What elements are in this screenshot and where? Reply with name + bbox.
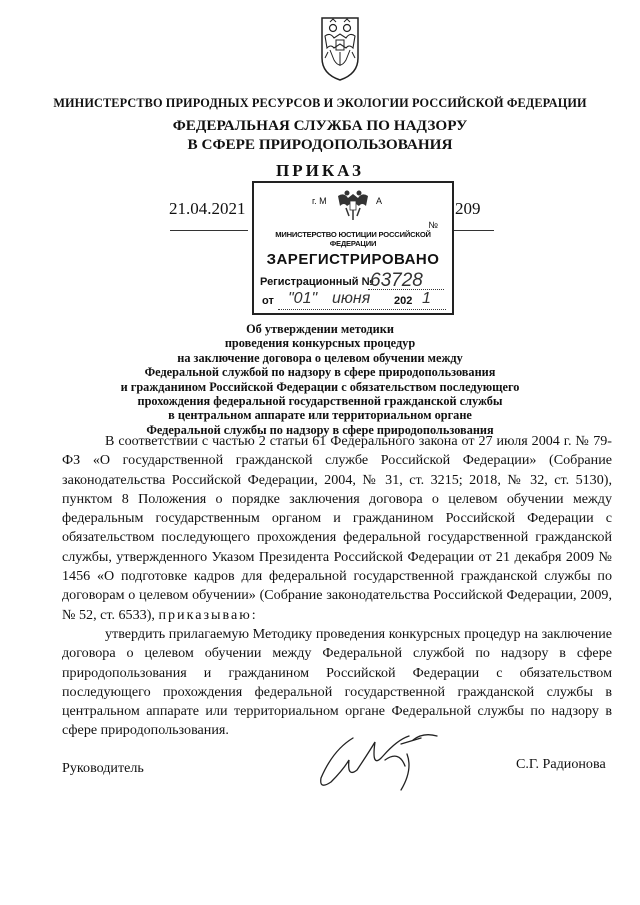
stamp-ministry: МИНИСТЕРСТВО ЮСТИЦИИ РОССИЙСКОЙ ФЕДЕРАЦИИ	[275, 230, 431, 248]
stamp-date-year-suffix: 1	[422, 290, 431, 307]
service-name-line2: В СФЕРЕ ПРИРОДОПОЛЬЗОВАНИЯ	[187, 136, 453, 153]
stamp-date-underline	[278, 309, 446, 310]
handwritten-signature	[313, 730, 443, 800]
body-paragraph-1	[62, 432, 612, 625]
stamp-eagle-icon	[334, 188, 372, 222]
stamp-date-year-prefix: 202	[394, 295, 413, 307]
stamp-date-month: июня	[332, 290, 371, 307]
order-verb: приказываю:	[158, 606, 258, 623]
stamp-status: ЗАРЕГИСТРИРОВАНО	[266, 251, 440, 268]
title-line: проведения конкурсных процедур	[224, 336, 416, 351]
ministry-name: МИНИСТЕРСТВО ПРИРОДНЫХ РЕСУРСОВ И ЭКОЛОГИИ РОССИЙСКОЙ ФЕДЕРАЦИИ	[53, 96, 587, 110]
body-paragraph-2: утвердить прилагаемую Методику проведения конкурсных процедур на заключение договора о целевом обучении между Федеральной службой по надзору в сфере природопользования и гражданином Российской Федерации с обязательством последующего прохождения федеральной государственной гражданской службы в центральном аппарате или территориальном органе Федеральной службы по надзору в сфере природопользования.	[62, 625, 612, 739]
stamp-date-day: "01"	[288, 290, 318, 307]
service-name	[0, 116, 640, 154]
stamp-number-sign: №	[428, 220, 438, 230]
stamp-reg-label: Регистрационный №	[260, 276, 374, 288]
stamp-city-suffix: А	[376, 196, 383, 206]
title-line: Федеральной службы по надзору в сфере природопользования	[146, 422, 494, 437]
document-type: ПРИКАЗ	[276, 161, 364, 180]
order-body	[62, 432, 612, 741]
signatory-name: С.Г. Радионова	[516, 756, 606, 772]
stamp-date-prefix: от	[262, 295, 274, 307]
stamp-city-prefix: г. М	[312, 196, 327, 206]
coat-of-arms-emblem	[316, 14, 364, 84]
title-line: Федеральной службой по надзору в сфере природопользования	[144, 365, 496, 380]
body-paragraph-1-text: В соответствии с частью 2 статьи 61 Федерального закона от 27 июля 2004 г. № 79-ФЗ «О государственной гражданской службе Российской Федерации» (Собрание законодательства Российской Федерации, 2004, № 31, ст. 3215; 2018, № 32, ст. 5130), пунктом 8 Положения о порядке заключения договора о целевом обучении между федеральным государственным органом и гражданином Российской Федерации с обязательством последующего прохождения федеральной государственной гражданской службы, утвержденного Указом Президента Российской Федерации от 21 декабря 2009 № 1456 «О подготовке кадров для федеральной государственной гражданской службы по договорам о целевом обучении» (Собрание законодательства Российской Федерации, 2009, № 52, ст. 6533),	[62, 433, 612, 623]
order-number: 209	[455, 199, 481, 218]
title-line: Об утверждении методики	[246, 322, 394, 336]
registration-stamp	[252, 181, 454, 315]
order-date: 21.04.2021	[169, 199, 246, 218]
stamp-reg-underline	[368, 289, 444, 290]
title-line: в центральном аппарате или территориальном органе	[168, 408, 472, 423]
title-line: прохождения федеральной государственной гражданской службы	[137, 394, 503, 409]
number-underline	[454, 230, 494, 231]
service-name-line1: ФЕДЕРАЛЬНАЯ СЛУЖБА ПО НАДЗОРУ	[172, 117, 468, 134]
order-title	[40, 322, 600, 437]
title-line: и гражданином Российской Федерации с обязательством последующего	[120, 379, 520, 394]
title-line: на заключение договора о целевом обучении между	[177, 350, 463, 365]
signatory-position: Руководитель	[62, 760, 144, 776]
date-underline	[170, 230, 248, 231]
stamp-reg-number: 63728	[370, 270, 423, 291]
